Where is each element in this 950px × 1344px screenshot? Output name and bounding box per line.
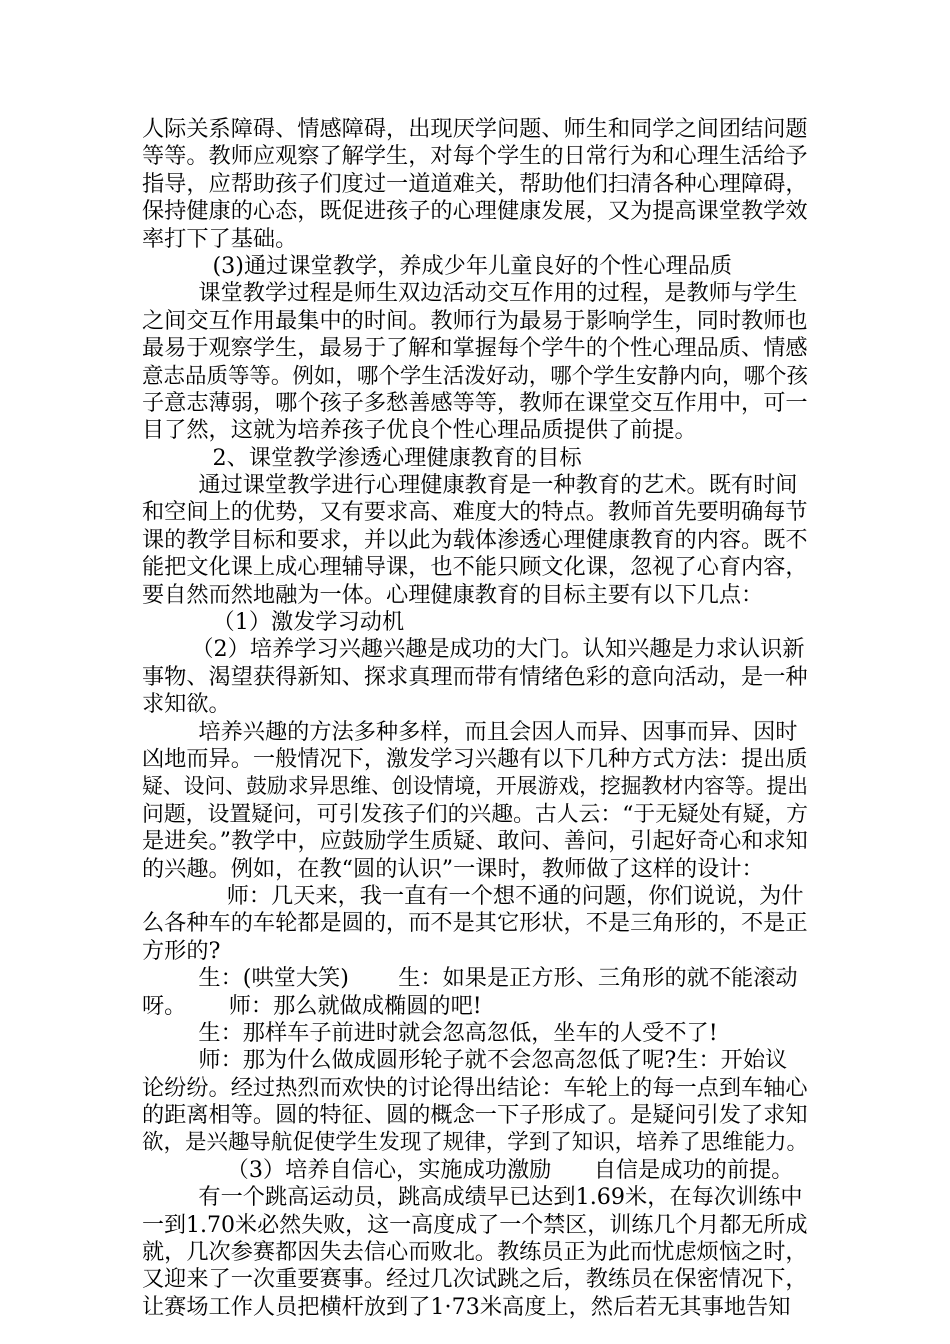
text-line: 论纷纷。经过热烈而欢快的讨论得出结论：车轮上的每一点到车轴心 (142, 1074, 808, 1101)
text-line: 呀。 师：那么就做成椭圆的吧! (142, 992, 482, 1019)
text-line: 的兴趣。例如，在教“圆的认识”一课时，教师做了这样的设计： (142, 855, 764, 882)
text-line: 指导，应帮助孩子们度过一道道难关，帮助他们扫清各种心理障碍， (142, 170, 808, 197)
text-line: 人际关系障碍、情感障碍，出现厌学问题、师生和同学之间团结问题 (142, 116, 808, 142)
text-line: 课的教学目标和要求，并以此为载体渗透心理健康教育的内容。既不 (142, 526, 808, 553)
text-line: 又迎来了一次重要赛事。经过几次试跳之后，教练员在保密情况下， (142, 1266, 808, 1293)
text-line: 生：那样车子前进时就会忽高忽低，坐车的人受不了! (142, 1019, 718, 1046)
text-line: 凶地而异。一般情况下，激发学习兴趣有以下几种方式方法：提出质 (142, 745, 808, 772)
text-line: 等等。教师应观察了解学生，对每个学生的日常行为和心理生活给予 (142, 143, 808, 170)
text-line: 是进矣。”教学中，应鼓励学生质疑、敢问、善问，引起好奇心和求知 (142, 828, 808, 855)
text-line: 能把文化课上成心理辅导课，也不能只顾文化课，忽视了心育内容， (142, 554, 808, 581)
text-line: 师：几天来，我一直有一个想不通的问题，你们说说，为什 (142, 882, 804, 909)
text-line: 要自然而然地融为一体。心理健康教育的目标主要有以下几点： (142, 581, 764, 608)
text-line: 2、课堂教学渗透心理健康教育的目标 (142, 444, 582, 471)
text-line: 课堂教学过程是师生双边活动交互作用的过程，是教师与学生 (142, 280, 798, 307)
text-line: 培养兴趣的方法多种多样，而且会因人而异、因事而异、因时 (142, 718, 798, 745)
text-line: 生：(哄堂大笑) 生：如果是正方形、三角形的就不能滚动 (142, 965, 798, 992)
text-line: 让赛场工作人员把横杆放到了1·73米高度上，然后若无其事地告知 (142, 1293, 791, 1320)
text-line: 最易于观察学生，最易于了解和掌握每个学牛的个性心理品质、情感 (142, 335, 808, 362)
text-line: 之间交互作用最集中的时间。教师行为最易于影响学生，同时教师也 (142, 307, 808, 334)
document-page (142, 116, 808, 1321)
text-line: 有一个跳高运动员，跳高成绩早已达到1.69米，在每次训练中 (142, 1184, 803, 1211)
text-line: （1）激发学习动机 (142, 609, 405, 636)
text-line: 就，几次参赛都因失去信心而败北。教练员正为此而忧虑烦恼之时， (142, 1239, 808, 1266)
text-line: 方形的? (142, 937, 221, 964)
text-line: 问题，设置疑问，可引发孩子们的兴趣。古人云：“于无疑处有疑，方 (142, 801, 809, 827)
text-line: 和空间上的优势，又有要求高、难度大的特点。教师首先要明确每节 (142, 499, 808, 526)
text-line: （3）培养自信心，实施成功激励 自信是成功的前提。 (142, 1156, 794, 1183)
text-line: 师：那为什么做成圆形轮子就不会忽高忽低了呢?生：开始议 (142, 1047, 788, 1074)
text-line: 么各种车的车轮都是圆的，而不是其它形状，不是三角形的，不是正 (142, 910, 808, 937)
text-line: (3)通过课堂教学，养成少年儿童良好的个性心理品质 (142, 252, 733, 279)
text-line: 保持健康的心态，既促进孩子的心理健康发展，又为提高课堂教学效 (142, 198, 808, 225)
text-line: 疑、设问、鼓励求异思维、创设情境，开展游戏，挖掘教材内容等。提出 (142, 774, 809, 799)
text-line: 目了然，这就为培养孩子优良个性心理品质提供了前提。 (142, 417, 697, 444)
text-line: 意志品质等等。例如，哪个学生活泼好动，哪个学生安静内向，哪个孩 (142, 363, 809, 389)
text-line: 一到1.70米必然失败，这一高度成了一个禁区，训练几个月都无所成 (142, 1212, 808, 1238)
text-line: 通过课堂教学进行心理健康教育是一种教育的艺术。既有时间 (142, 472, 798, 499)
text-line: （2）培养学习兴趣兴趣是成功的大门。认知兴趣是力求认识新 (142, 636, 805, 663)
text-line: 欲，是兴趣导航促使学生发现了规律，学到了知识，培养了思维能力。 (142, 1130, 809, 1156)
text-line: 事物、渴望获得新知、探求真理而带有情绪色彩的意向活动，是一种 (142, 663, 808, 690)
text-line: 率打下了基础。 (142, 225, 298, 252)
text-line: 的距离相等。圆的特征、圆的概念一下子形成了。是疑问引发了求知 (142, 1102, 808, 1129)
text-line: 子意志薄弱，哪个孩子多愁善感等等，教师在课堂交互作用中，可一 (142, 389, 808, 416)
text-line: 求知欲。 (142, 691, 231, 718)
